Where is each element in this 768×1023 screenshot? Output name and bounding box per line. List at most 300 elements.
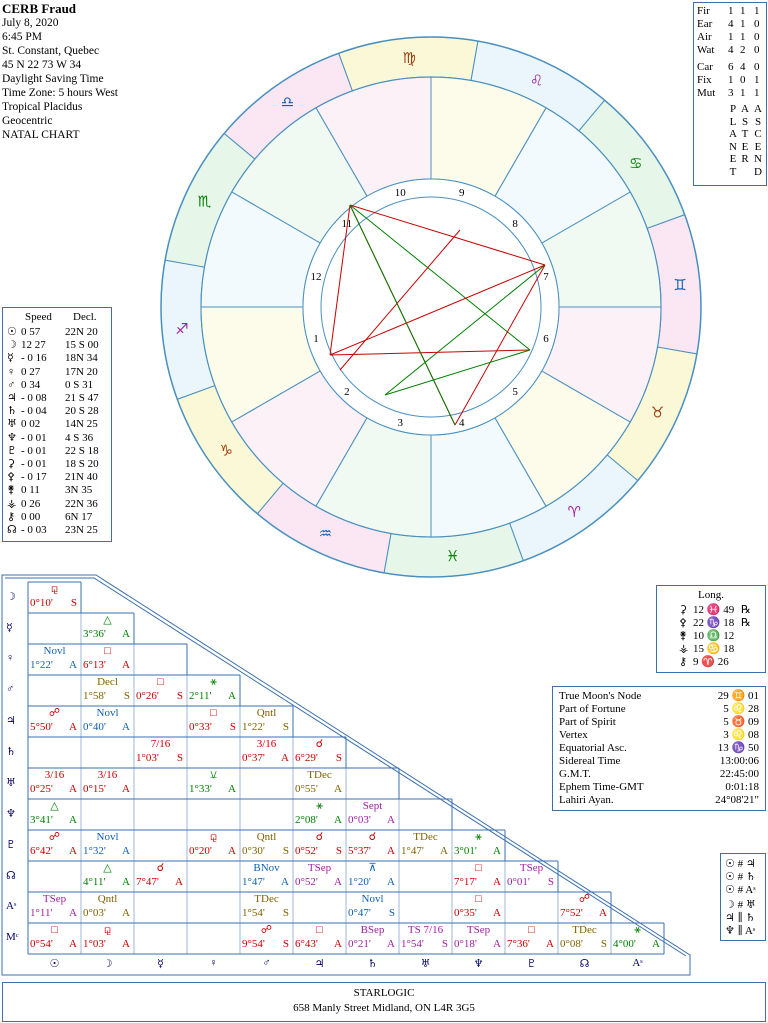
planet-glyph: ♄ — [7, 405, 17, 418]
zodiac-sign-glyph: ♐ — [175, 319, 189, 338]
grid-col-label: Aˢ — [632, 957, 643, 969]
aspect-symbol: △ — [50, 800, 59, 812]
aspect-symbol: TSep — [307, 862, 332, 874]
pattern-row: ☉ # Aˢ — [725, 884, 756, 896]
aspect-apply-sep: A — [122, 876, 130, 888]
aspect-orb: 6°29' — [295, 752, 318, 764]
aspect-orb: 0°01' — [507, 876, 530, 888]
info-row: Part of Spirit 5 ♉ 09 — [559, 716, 759, 728]
aspect-cell — [134, 737, 187, 767]
planet-glyph: ⚴ — [7, 471, 16, 484]
aspect-orb: 0°37' — [242, 752, 265, 764]
aspect-symbol: ☌ — [315, 831, 324, 843]
speed-value: 0 26 — [21, 497, 41, 510]
aspect-orb: 0°21' — [348, 938, 371, 950]
aspect-symbol: 3/16 — [44, 769, 65, 781]
aspect-apply-sep: A — [387, 876, 395, 888]
aspect-orb: 1°20' — [348, 876, 371, 888]
long-title: Long. — [698, 589, 724, 601]
aspect-orb: 6°13' — [83, 659, 106, 671]
aspect-orb: 0°30' — [242, 845, 265, 857]
aspect-cell — [452, 923, 505, 953]
info-row: Lahiri Ayan. 24°08'21" — [559, 794, 759, 806]
footer-box — [2, 982, 766, 1022]
aspect-orb: 1°11' — [30, 907, 53, 919]
aspect-cell — [346, 892, 399, 922]
aspect-apply-sep: A — [69, 814, 77, 826]
aspect-orb: 3°01' — [454, 845, 477, 857]
aspect-apply-sep: A — [122, 628, 130, 640]
aspect-orb: 1°54' — [242, 907, 265, 919]
aspect-symbol: ☌ — [315, 738, 324, 750]
elements-row: Fir 1 1 1 — [697, 5, 760, 17]
info-row: Sidereal Time 13:00:06 — [559, 755, 759, 767]
aspect-symbol: TSep — [519, 862, 544, 874]
grid-row-label: ♃ — [6, 715, 16, 727]
aspect-symbol: □ — [475, 862, 482, 874]
grid-col-label: ♆ — [473, 958, 484, 970]
aspect-apply-sep: A — [387, 814, 395, 826]
aspect-cell — [28, 892, 81, 922]
long-row: ⚷ 9 ♈ 26 — [679, 656, 729, 668]
aspect-orb: 0°55' — [295, 783, 318, 795]
decl-value: 6N 17 — [65, 510, 93, 523]
aspect-apply-sep: S — [70, 597, 77, 609]
house-number: 2 — [344, 386, 350, 399]
planet-glyph: ♀ — [7, 365, 16, 378]
decl-value: 0 S 31 — [65, 378, 94, 391]
planet-glyph: ⚵ — [7, 484, 16, 497]
elements-row: Air 1 1 0 — [697, 31, 760, 43]
aspect-cell — [81, 830, 134, 860]
zodiac-sign-glyph: ♉ — [650, 403, 665, 422]
planet-glyph: ⚶ — [7, 497, 17, 510]
aspect-symbol: TDec — [254, 893, 279, 905]
info-row: Vertex 3 ♌ 08 — [559, 729, 759, 741]
aspect-apply-sep: S — [547, 876, 554, 888]
speed-value: - 0 03 — [21, 524, 47, 536]
aspect-apply-sep: A — [493, 907, 501, 919]
planet-glyph: ♆ — [7, 431, 17, 444]
grid-col-label: ♇ — [526, 958, 537, 970]
aspect-symbol: TSep — [42, 893, 67, 905]
aspect-orb: 6°42' — [30, 845, 53, 857]
aspect-cell — [452, 861, 505, 891]
aspect-orb: 2°11' — [189, 690, 212, 702]
speed-value: 0 11 — [21, 484, 40, 497]
decl-value: 3N 35 — [65, 484, 93, 497]
zodiac-sign-glyph: ♑ — [219, 441, 233, 460]
aspect-symbol: TDec — [572, 924, 597, 936]
grid-row-label: ☽ — [6, 591, 16, 603]
zodiac-sign-glyph: ♒ — [318, 524, 333, 543]
aspect-orb: 0°54' — [30, 938, 53, 950]
aspect-orb: 7°47' — [136, 876, 159, 888]
aspect-cell — [293, 830, 346, 860]
aspect-apply-sep: A — [69, 659, 77, 671]
aspect-apply-sep: A — [175, 876, 183, 888]
elements-row: Car 6 4 0 — [697, 61, 760, 73]
grid-row-label: ♄ — [6, 746, 16, 758]
grid-col-label: ♃ — [314, 958, 325, 970]
speed-value: 0 00 — [21, 510, 41, 523]
ascend-vertical-label: A S C E N D — [754, 103, 762, 178]
aspect-cell — [187, 768, 240, 798]
aspect-apply-sep: A — [228, 783, 236, 795]
decl-value: 15 S 00 — [65, 339, 99, 352]
elements-row: Wat 4 2 0 — [697, 44, 760, 56]
aspect-symbol: BNov — [253, 862, 280, 874]
aspect-orb: 7°17' — [454, 876, 477, 888]
aspect-apply-sep: A — [122, 659, 130, 671]
house-number: 10 — [394, 187, 406, 200]
aspect-orb: 0°47' — [348, 907, 371, 919]
aspect-symbol: 3/16 — [97, 769, 118, 781]
aspect-symbol: ☍ — [578, 893, 591, 905]
aspect-symbol: ⚹ — [475, 831, 482, 843]
long-row: ⚳ 12 ♓ 49 ℞ — [679, 604, 751, 616]
aspect-symbol: □ — [51, 924, 58, 936]
aspect-symbol: Qntl — [256, 707, 277, 719]
header-line: Geocentric — [2, 115, 53, 127]
speed-value: 0 02 — [21, 418, 41, 431]
footer-company: STARLOGIC — [353, 987, 415, 999]
grid-col-label: ☊ — [579, 958, 590, 970]
speed-value: 0 34 — [21, 378, 41, 391]
aspect-orb: 6°43' — [295, 938, 318, 950]
speed-value: 0 27 — [21, 365, 41, 378]
aspect-apply-sep: A — [228, 690, 236, 702]
planet-glyph: ⚷ — [7, 510, 16, 523]
aspect-orb: 0°52' — [295, 876, 318, 888]
decl-value: 17N 20 — [65, 365, 98, 378]
zodiac-sign-glyph: ♊ — [673, 276, 687, 295]
aspect-apply-sep: S — [441, 938, 448, 950]
grid-col-label: ☽ — [102, 958, 113, 970]
aspect-symbol: ⊼ — [368, 862, 377, 874]
aspect-orb: 0°40' — [83, 721, 106, 733]
aspect-orb: 0°03' — [348, 814, 371, 826]
aspect-apply-sep: S — [282, 721, 289, 733]
info-row: True Moon's Node 29 ♊ 01 — [559, 690, 759, 702]
aspect-symbol: TDec — [413, 831, 438, 843]
aspect-orb: 0°25' — [30, 783, 53, 795]
planet-glyph: ☿ — [7, 352, 14, 365]
aspect-cell — [81, 861, 134, 891]
aspect-apply-sep: S — [282, 938, 289, 950]
aspect-cell — [505, 861, 558, 891]
grid-col-label: ♄ — [367, 958, 378, 970]
aspect-cell — [81, 644, 134, 674]
aspect-apply-sep: A — [387, 845, 395, 857]
aspect-apply-sep: A — [69, 783, 77, 795]
pattern-row: ☽ # ♅ — [725, 899, 756, 911]
grid-row-label: ♂ — [6, 683, 15, 695]
zodiac-sign-glyph: ♎ — [280, 93, 295, 112]
speed-value: - 0 17 — [21, 471, 47, 484]
aspect-cell — [240, 830, 293, 860]
header-line: Tropical Placidus — [2, 101, 83, 113]
elements-row: Ear 4 1 0 — [697, 18, 760, 30]
grid-row-label: Mᶜ — [6, 931, 19, 943]
aspect-apply-sep: A — [334, 938, 342, 950]
aspect-cell — [28, 830, 81, 860]
grid-row-label: ☿ — [6, 622, 13, 634]
aspect-orb: 1°47' — [242, 876, 265, 888]
speed-value: 0 57 — [21, 326, 41, 338]
aspect-apply-sep: S — [388, 907, 395, 919]
speed-value: 12 27 — [21, 339, 46, 352]
aspect-symbol: □ — [104, 645, 111, 657]
aspect-apply-sep: S — [282, 907, 289, 919]
header-line: July 8, 2020 — [2, 17, 59, 29]
long-row: ⚵ 10 ♎ 12 — [679, 630, 735, 642]
aspect-orb: 4°11' — [83, 876, 106, 888]
aspect-apply-sep: A — [122, 721, 130, 733]
aspect-apply-sep: A — [493, 876, 501, 888]
planet-glyph: ♃ — [7, 392, 17, 404]
aspect-orb: 0°52' — [295, 845, 318, 857]
aspect-orb: 3°36' — [83, 628, 106, 640]
aspect-orb: 1°33' — [189, 783, 212, 795]
zodiac-sign-glyph: ♋ — [629, 154, 643, 173]
planet-glyph: ♅ — [7, 418, 17, 431]
aspect-symbol: ⚹ — [316, 800, 323, 812]
aspect-symbol: △ — [103, 862, 112, 874]
grid-col-label: ♅ — [420, 958, 431, 970]
aspect-apply-sep: S — [335, 845, 342, 857]
house-number: 9 — [459, 187, 465, 200]
grid-row-label: ☊ — [6, 870, 16, 882]
header-line: 45 N 22 73 W 34 — [2, 59, 82, 71]
info-row: G.M.T. 22:45:00 — [559, 768, 759, 780]
pattern-row: ☉ # ♃ — [725, 858, 756, 870]
pattern-row: ♃ ∥ ♄ — [725, 912, 756, 924]
planet-glyph: ♂ — [7, 378, 16, 391]
aspect-symbol: □ — [157, 676, 164, 688]
elements-row: Mut 3 1 1 — [697, 87, 760, 99]
aspect-cell — [134, 675, 187, 705]
aspect-orb: 1°22' — [242, 721, 265, 733]
aspect-cell — [81, 675, 134, 705]
aspect-cell — [558, 923, 611, 953]
header-line: Time Zone: 5 hours West — [2, 87, 118, 99]
house-number: 5 — [512, 386, 518, 399]
planet-glyph: ☉ — [7, 326, 17, 338]
aspect-cell — [293, 768, 346, 798]
header-line: Daylight Saving Time — [2, 73, 104, 85]
aspect-cell — [134, 861, 187, 891]
aspect-cell — [240, 892, 293, 922]
aspect-apply-sep: A — [228, 845, 236, 857]
aspect-orb: 0°15' — [83, 783, 106, 795]
chart-title: CERB Fraud — [2, 1, 77, 16]
aspect-cell — [28, 582, 81, 612]
aspect-cell — [452, 830, 505, 860]
speed-value: - 0 08 — [21, 392, 47, 404]
aspect-cell — [28, 768, 81, 798]
aspect-apply-sep: S — [335, 752, 342, 764]
aspect-apply-sep: A — [334, 876, 342, 888]
decl-value: 14N 25 — [65, 418, 98, 431]
aspect-cell — [346, 923, 399, 953]
aspect-cell — [346, 830, 399, 860]
aspect-apply-sep: A — [69, 938, 77, 950]
aspect-symbol: BSep — [360, 924, 385, 936]
zodiac-sign-glyph: ♌ — [529, 71, 544, 90]
aspect-orb: 1°47' — [401, 845, 424, 857]
aspect-orb: 0°18' — [454, 938, 477, 950]
aspect-apply-sep: A — [69, 721, 77, 733]
aspect-symbol: ☌ — [368, 831, 377, 843]
house-number: 1 — [313, 332, 319, 345]
aspect-apply-sep: S — [600, 938, 607, 950]
aspect-orb: 0°33' — [189, 721, 212, 733]
aspect-apply-sep: A — [69, 845, 77, 857]
aspect-apply-sep: A — [546, 938, 554, 950]
grid-row-label: Aˢ — [6, 900, 17, 912]
aspect-apply-sep: S — [176, 752, 183, 764]
grid-row-label: ♆ — [6, 808, 16, 820]
aspect-cell — [187, 706, 240, 736]
aspect-orb: 9°54' — [242, 938, 265, 950]
chart-info-box — [552, 686, 766, 811]
aspect-cell — [346, 799, 399, 829]
patterns-box — [720, 853, 766, 941]
aspect-cell — [452, 892, 505, 922]
aspect-symbol: □ — [475, 893, 482, 905]
aspect-symbol: Novl — [96, 707, 119, 719]
zodiac-sign-glyph: ♏ — [197, 192, 212, 211]
aspect-cell — [28, 706, 81, 736]
info-row: Part of Fortune 5 ♌ 28 — [559, 703, 759, 715]
aspect-cell — [28, 923, 81, 953]
aspect-orb: 5°37' — [348, 845, 371, 857]
speed-value: - 0 01 — [21, 431, 47, 444]
aspect-symbol: ⚺ — [209, 769, 218, 781]
decl-value: 4 S 36 — [65, 431, 94, 444]
zodiac-sign-glyph: ♈ — [567, 502, 582, 521]
aspect-symbol: Qntl — [256, 831, 277, 843]
aspect-apply-sep: A — [281, 752, 289, 764]
aspect-symbol: 7/16 — [150, 738, 171, 750]
grid-row-label: ♅ — [6, 777, 16, 789]
aspect-symbol: Decl — [97, 676, 118, 688]
aspect-cell — [293, 923, 346, 953]
asteroid-longitude-box — [656, 585, 766, 673]
aspect-apply-sep: A — [334, 814, 342, 826]
aspect-symbol: Novl — [361, 893, 384, 905]
aspect-orb: 4°00' — [613, 938, 636, 950]
aspect-orb: 1°58' — [83, 690, 106, 702]
aspect-orb: 0°20' — [189, 845, 212, 857]
aspect-symbol: Qntl — [97, 893, 118, 905]
aspect-cell — [28, 799, 81, 829]
house-number: 12 — [310, 271, 322, 284]
aspect-orb: 0°35' — [454, 907, 477, 919]
decl-value: 21 S 47 — [65, 392, 99, 404]
planet-glyph: ☊ — [7, 524, 17, 536]
aspect-symbol: ⚼ — [209, 831, 218, 843]
aspect-symbol: □ — [210, 707, 217, 719]
aspect-symbol: ⚹ — [210, 676, 217, 688]
house-number: 8 — [512, 217, 518, 230]
aspect-symbol: ☍ — [260, 924, 273, 936]
aspect-symbol: ☌ — [156, 862, 165, 874]
info-row: Ephem Time-GMT 0:01:18 — [559, 781, 759, 793]
aspect-symbol: □ — [528, 924, 535, 936]
aspect-symbol: ⚼ — [103, 924, 112, 936]
aspect-apply-sep: A — [334, 783, 342, 795]
long-row: ⚶ 15 ♋ 18 — [679, 643, 735, 655]
aspect-cell — [611, 923, 664, 953]
aspect-orb: 2°08' — [295, 814, 318, 826]
decl-value: 18N 34 — [65, 352, 98, 365]
aspect-apply-sep: A — [69, 907, 77, 919]
house-number: 7 — [543, 271, 549, 284]
aspect-orb: 0°03' — [83, 907, 106, 919]
info-row: Equatorial Asc. 13 ♑ 50 — [559, 742, 759, 754]
planet-glyph: ♇ — [7, 444, 17, 457]
aspect-symbol: Novl — [96, 831, 119, 843]
aspect-orb: 5°50' — [30, 721, 53, 733]
house-number: 11 — [341, 217, 353, 230]
house-number: 3 — [397, 416, 403, 429]
aspect-orb: 1°03' — [136, 752, 159, 764]
decl-value: 22N 36 — [65, 497, 98, 510]
aspect-apply-sep: S — [282, 845, 289, 857]
aspect-orb: 1°03' — [83, 938, 106, 950]
aspect-apply-sep: A — [599, 907, 607, 919]
decl-value: 23N 25 — [65, 524, 98, 536]
aspect-symbol: TS 7/16 — [407, 924, 444, 936]
aspect-apply-sep: S — [229, 721, 236, 733]
aspect-apply-sep: A — [493, 845, 501, 857]
aspect-apply-sep: A — [387, 938, 395, 950]
speed-value: - 0 01 — [21, 458, 47, 470]
decl-value: 21N 40 — [65, 471, 98, 484]
aspect-symbol: ⚼ — [50, 583, 59, 595]
aspect-apply-sep: A — [122, 938, 130, 950]
aspect-cell — [187, 830, 240, 860]
aspect-cell — [240, 861, 293, 891]
planet-vertical-label: P L A N E T — [729, 103, 737, 178]
speed-value: - 0 01 — [21, 444, 47, 457]
long-row: ⚴ 22 ♑ 18 ℞ — [679, 617, 751, 629]
grid-row-label: ♇ — [6, 839, 16, 851]
aspect-cell — [187, 675, 240, 705]
speed-value: - 0 04 — [21, 405, 47, 418]
house-number: 6 — [543, 332, 549, 345]
aspect-cell — [81, 892, 134, 922]
aspect-symbol: TSep — [466, 924, 491, 936]
aspect-cell — [505, 923, 558, 953]
aspect-symbol: Sept — [362, 800, 383, 812]
aspect-cell — [293, 799, 346, 829]
aspect-orb: 1°54' — [401, 938, 424, 950]
aspect-cell — [399, 830, 452, 860]
aspect-apply-sep: S — [123, 690, 130, 702]
aspect-orb: 7°36' — [507, 938, 530, 950]
header-line: 6:45 PM — [2, 31, 42, 43]
aspect-orb: 0°10' — [30, 597, 53, 609]
aspect-symbol: Novl — [43, 645, 66, 657]
grid-col-label: ♀ — [209, 957, 218, 969]
house-number: 4 — [459, 416, 465, 429]
aspect-symbol: 3/16 — [256, 738, 277, 750]
aspect-cell — [346, 861, 399, 891]
footer-address: 658 Manly Street Midland, ON L4R 3G5 — [293, 1002, 475, 1014]
